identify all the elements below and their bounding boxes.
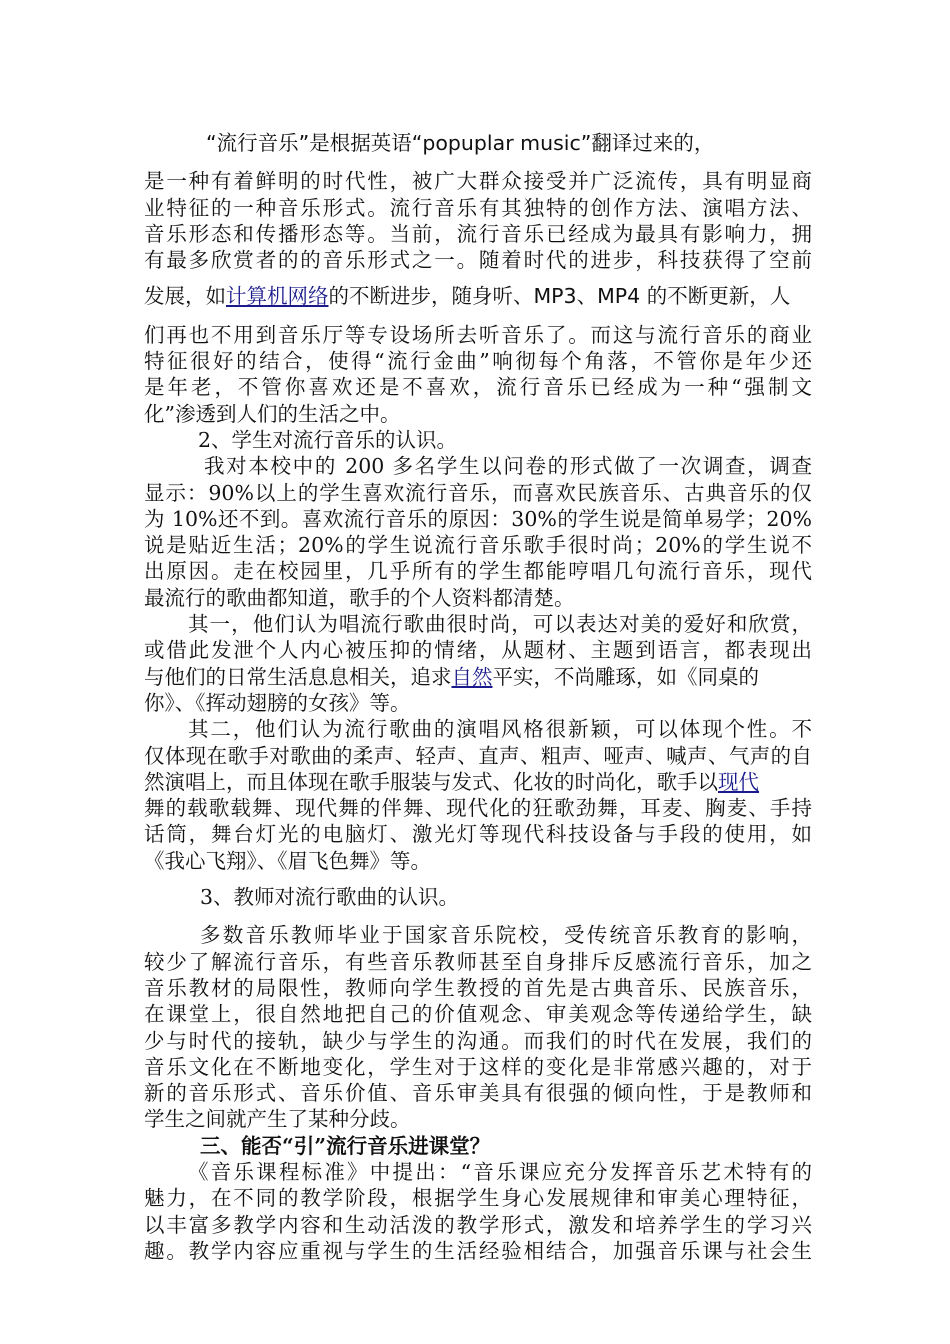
paragraph-line: 其二，他们认为流行歌曲的演唱风格很新颖，可以体现个性。不 xyxy=(188,717,812,742)
paragraph-line: 音乐文化在不断地变化，学生对于这样的变化是非常感兴趣的，对于 xyxy=(144,1054,812,1079)
paragraph-line: 或借此发泄个人内心被压抑的情绪，从题材、主题到语言，都表现出 xyxy=(144,638,812,663)
section-heading-2: 2、学生对流行音乐的认识。 xyxy=(198,427,458,452)
paragraph-line xyxy=(144,664,812,690)
document-page xyxy=(144,130,812,1264)
paragraph-line: 新的音乐形式、音乐价值、音乐审美具有很强的倾向性，于是教师和 xyxy=(144,1081,812,1106)
text-span: 的不断进步，随身听、MP3、MP4 的不断更新，人 xyxy=(328,284,791,309)
paragraph-line: 是年老，不管你喜欢还是不喜欢，流行音乐已经成为一种“强制文 xyxy=(144,375,812,400)
paragraph-teacher xyxy=(144,922,812,1132)
paragraph-line: 《我心飞翔》、《眉飞色舞》等。 xyxy=(144,848,431,873)
paragraph-line: 特征很好的结合，使得“流行金曲”响彻每个角落，不管你是年少还 xyxy=(144,349,812,374)
paragraph-second-point xyxy=(144,716,812,874)
paragraph-line: 少与时代的接轨，缺少与学生的沟通。而我们的时代在发展，我们的 xyxy=(144,1028,812,1053)
modern-link[interactable]: 现代 xyxy=(718,769,759,794)
paragraph-line: 话筒，舞台灯光的电脑灯、激光灯等现代科技设备与手段的使用，如 xyxy=(144,822,812,847)
paragraph-line xyxy=(144,769,812,795)
section-heading-section3: 三、能否“引”流行音乐进课堂？ xyxy=(200,1133,491,1158)
paragraph-line: 我对本校中的 200 多名学生以问卷的形式做了一次调查，调查 xyxy=(204,454,812,479)
paragraph-line: 以丰富多教学内容和生动活泼的教学形式，激发和培养学生的学习兴 xyxy=(144,1212,812,1237)
paragraph-line xyxy=(144,283,812,309)
paragraph-line: 业特征的一种音乐形式。流行音乐有其独特的创作方法、演唱方法、 xyxy=(144,195,812,220)
paragraph-line: 你》、《挥动翅膀的女孩》等。 xyxy=(144,690,411,715)
paragraph-survey xyxy=(144,453,812,611)
paragraph-line: 是一种有着鲜明的时代性，被广大群众接受并广泛流传，具有明显商 xyxy=(144,169,812,194)
paragraph-intro xyxy=(144,130,812,427)
text-span: 平实，不尚雕琢，如《同桌的 xyxy=(492,664,759,689)
text-span: 然演唱上，而且体现在歌手服装与发式、化妆的时尚化，歌手以 xyxy=(144,769,718,794)
nature-link[interactable]: 自然 xyxy=(451,664,493,689)
paragraph-line: 学生之间就产生了某种分歧。 xyxy=(144,1107,411,1132)
paragraph-line: 说是贴近生活；20%的学生说流行音乐歌手很时尚；20%的学生说不 xyxy=(144,533,812,558)
paragraph-line: 音乐教材的局限性，教师向学生教授的首先是古典音乐、民族音乐， xyxy=(144,975,812,1000)
paragraph-first-point xyxy=(144,611,812,716)
paragraph-line: 最流行的歌曲都知道，歌手的个人资料都清楚。 xyxy=(144,585,575,610)
paragraph-line: 为 10%还不到。喜欢流行音乐的原因：30%的学生说是简单易学；20% xyxy=(144,506,812,531)
paragraph-line: 有最多欣赏者的的音乐形式之一。随着时代的进步，科技获得了空前 xyxy=(144,248,812,273)
section-heading-3: 3、教师对流行歌曲的认识。 xyxy=(200,885,460,910)
paragraph-standard xyxy=(144,1159,812,1264)
paragraph-line: 舞的载歌载舞、现代舞的伴舞、现代化的狂歌劲舞，耳麦、胸麦、手持 xyxy=(144,796,812,821)
paragraph-line: 化”渗透到人们的生活之中。 xyxy=(144,401,401,426)
text-span: 发展，如 xyxy=(144,284,226,309)
paragraph-line: 魅力，在不同的教学阶段，根据学生身心发展规律和审美心理特征， xyxy=(144,1186,812,1211)
paragraph-line: 们再也不用到音乐厅等专设场所去听音乐了。而这与流行音乐的商业 xyxy=(144,322,812,347)
text-span: 与他们的日常生活息息相关，追求 xyxy=(144,664,452,689)
paragraph-line: 趣。教学内容应重视与学生的生活经验相结合，加强音乐课与社会生 xyxy=(144,1238,812,1263)
paragraph-line: 较少了解流行音乐，有些音乐教师甚至自身排斥反感流行音乐，加之 xyxy=(144,949,812,974)
paragraph-line: 《音乐课程标准》中提出：“音乐课应充分发挥音乐艺术特有的 xyxy=(188,1159,812,1184)
paragraph-line: “流行音乐”是根据英语“popuplar music”翻译过来的， xyxy=(206,131,715,155)
paragraph-line: 在课堂上，很自然地把自己的价值观念、审美观念等传递给学生，缺 xyxy=(144,1002,812,1027)
paragraph-line: 音乐形态和传播形态等。当前，流行音乐已经成为最具有影响力，拥 xyxy=(144,221,812,246)
paragraph-line: 多数音乐教师毕业于国家音乐院校，受传统音乐教育的影响， xyxy=(200,923,812,948)
computer-network-link[interactable]: 计算机网络 xyxy=(226,284,329,309)
paragraph-line: 仅体现在歌手对歌曲的柔声、轻声、直声、粗声、哑声、喊声、气声的自 xyxy=(144,743,812,768)
paragraph-line: 出原因。走在校园里，几乎所有的学生都能哼唱几句流行音乐，现代 xyxy=(144,559,812,584)
paragraph-line: 显示：90%以上的学生喜欢流行音乐，而喜欢民族音乐、古典音乐的仅 xyxy=(144,480,812,505)
paragraph-line: 其一，他们认为唱流行歌曲很时尚，可以表达对美的爱好和欣赏， xyxy=(188,612,812,637)
